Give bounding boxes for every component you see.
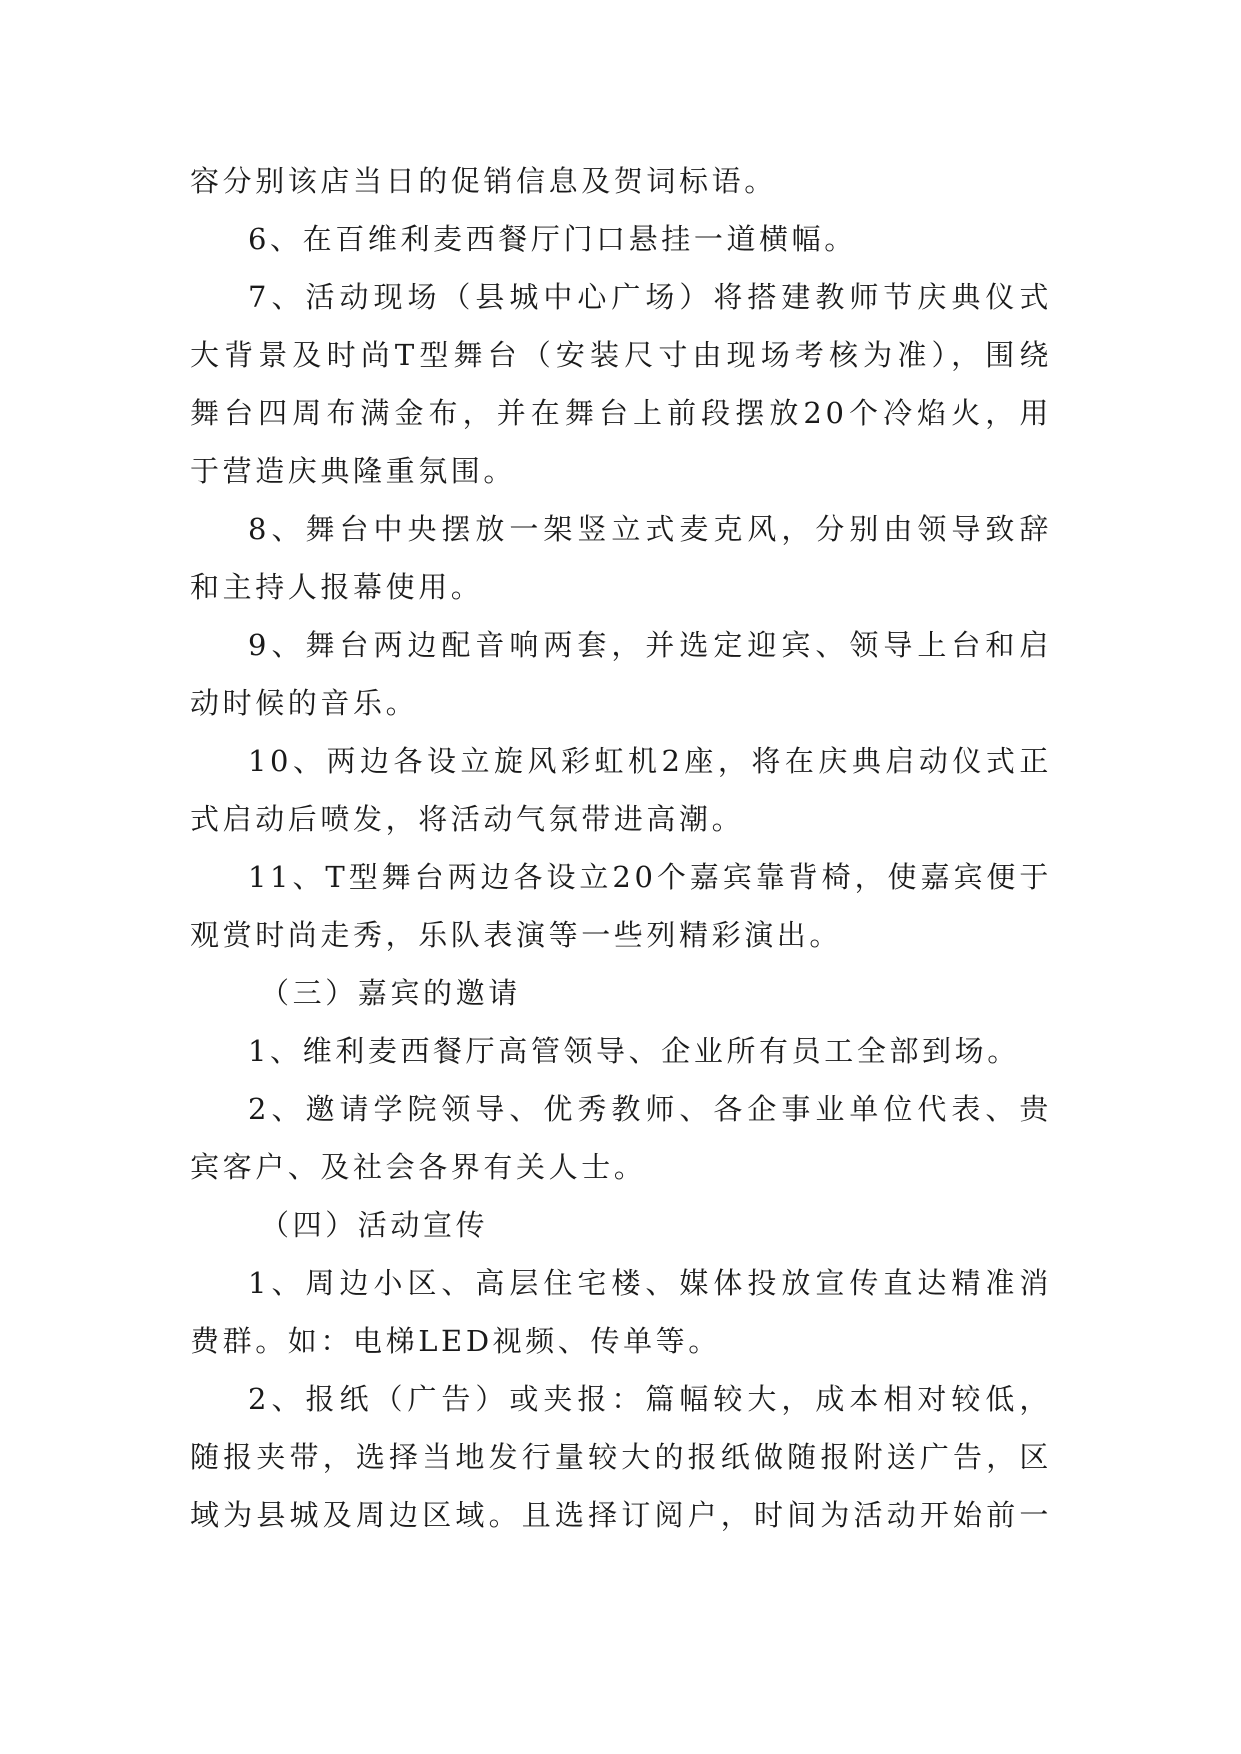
- text-line: 1、维利麦西餐厅高管领导、企业所有员工全部到场。: [248, 1034, 1020, 1068]
- text-line: 式启动后喷发，将活动气氛带进高潮。: [190, 802, 745, 836]
- text-line: 6、在百维利麦西餐厅门口悬挂一道横幅。: [248, 222, 857, 256]
- text-line: 费群。如：电梯LED视频、传单等。: [190, 1324, 721, 1358]
- section-heading: （四）活动宣传: [260, 1208, 489, 1242]
- text-line: 随报夹带，选择当地发行量较大的报纸做随报附送广告，区: [190, 1440, 1052, 1474]
- section-heading: （三）嘉宾的邀请: [260, 976, 521, 1010]
- text-line: 大背景及时尚T型舞台（安装尺寸由现场考核为准），围绕: [190, 338, 1052, 372]
- text-line: 舞台四周布满金布，并在舞台上前段摆放20个冷焰火，用: [190, 396, 1052, 430]
- text-line: 11、T型舞台两边各设立20个嘉宾靠背椅，使嘉宾便于: [248, 860, 1052, 894]
- text-line: 动时候的音乐。: [190, 686, 419, 720]
- text-line: 2、邀请学院领导、优秀教师、各企事业单位代表、贵: [248, 1092, 1052, 1126]
- text-line: 域为县城及周边区域。且选择订阅户，时间为活动开始前一: [190, 1498, 1052, 1532]
- text-line: 9、舞台两边配音响两套，并选定迎宾、领导上台和启: [248, 628, 1052, 662]
- text-line: 8、舞台中央摆放一架竖立式麦克风，分别由领导致辞: [248, 512, 1052, 546]
- text-line: 于营造庆典隆重氛围。: [190, 454, 517, 488]
- text-line: 2、报纸（广告）或夹报：篇幅较大，成本相对较低，: [248, 1382, 1052, 1416]
- text-line: 7、活动现场（县城中心广场）将搭建教师节庆典仪式: [248, 280, 1052, 314]
- text-line: 宾客户、及社会各界有关人士。: [190, 1150, 647, 1184]
- document-body: [190, 152, 1052, 1544]
- text-line: 容分别该店当日的促销信息及贺词标语。: [190, 164, 777, 198]
- text-line: 10、两边各设立旋风彩虹机2座，将在庆典启动仪式正: [248, 744, 1052, 778]
- text-line: 1、周边小区、高层住宅楼、媒体投放宣传直达精准消: [248, 1266, 1052, 1300]
- text-line: 观赏时尚走秀，乐队表演等一些列精彩演出。: [190, 918, 843, 952]
- text-line: 和主持人报幕使用。: [190, 570, 484, 604]
